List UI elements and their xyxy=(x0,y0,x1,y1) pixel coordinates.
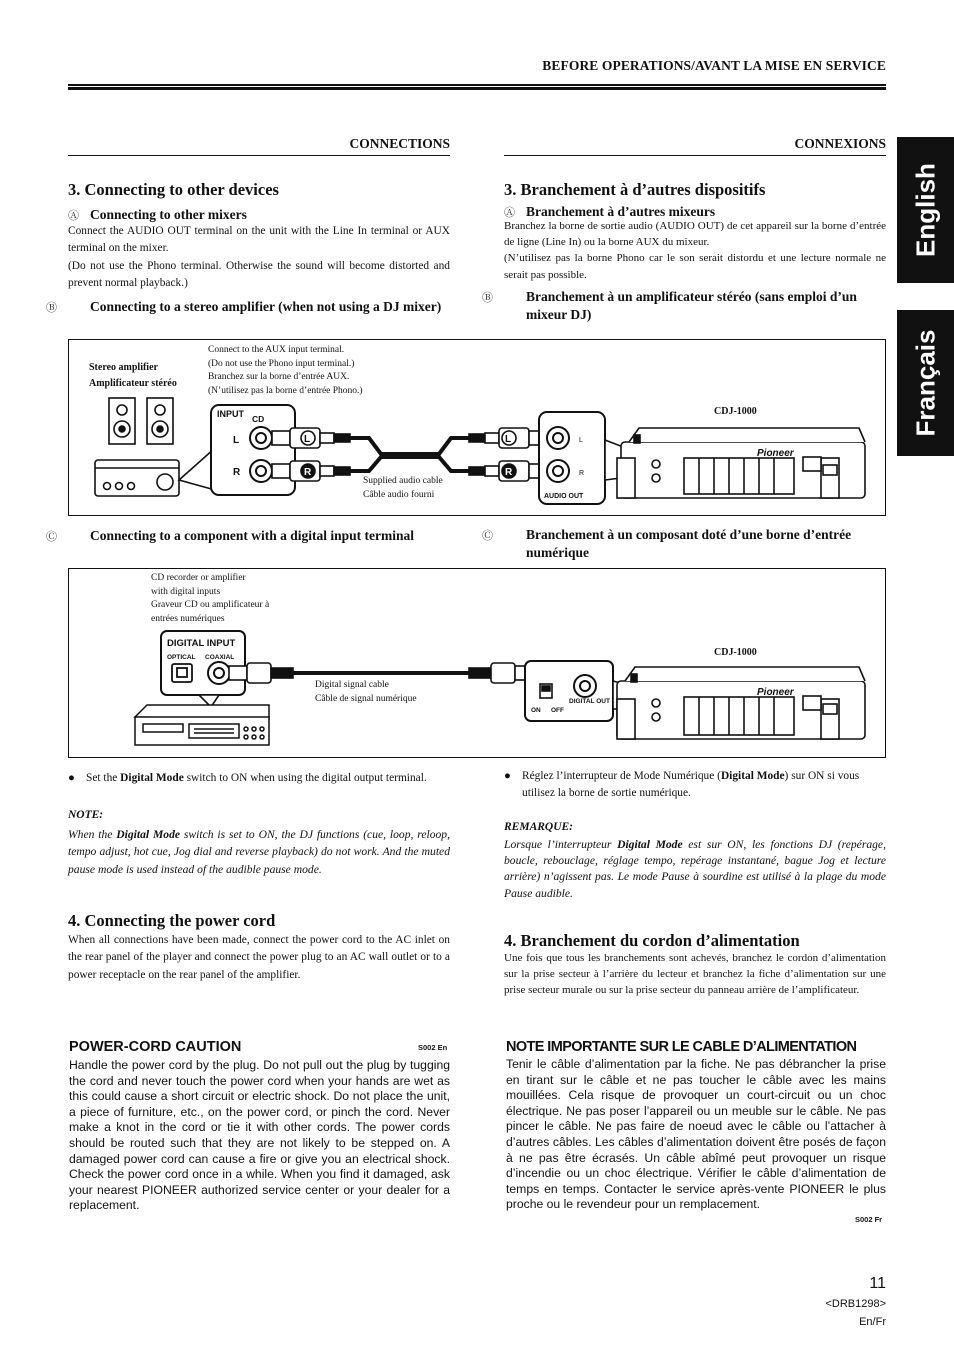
sub-c-heading-en: Ⓒ Connecting to a component with a digital input terminal xyxy=(46,528,415,543)
caution-code-fr: S002 Fr xyxy=(855,1215,883,1224)
digital-mode-switch-icon xyxy=(540,684,552,698)
output-jack-r-icon xyxy=(547,460,569,482)
svg-text:L: L xyxy=(304,434,311,445)
svg-text:R: R xyxy=(233,467,241,478)
sub-b-heading-fr: Ⓑ Branchement à un amplificateur stéréo (sans emploi d’un mixeur DJ) xyxy=(482,289,857,322)
caution-body-en: Handle the power cord by the plug. Do not pull out the plug by tugging the cord and never touch the power cord when your hands are wet as this could cause a short circuit or electric shock. Do not place the unit, a piece of furniture, etc., on the power cord, or pinch the cord. Never make a knot in the cord or tie it with other cords. The power cords should be routed such that they are not likely to be stepped on. A damaged power cord can cause a fire or give you an electrical shock. Check the power cord once in a while. When you find it damaged, ask your nearest PIONEER authorized service center or your dealer for a replacement. xyxy=(69,1058,450,1213)
coax-plug-right-icon xyxy=(469,663,529,683)
diagram-digital-input xyxy=(68,568,886,758)
output-jack-l-icon xyxy=(547,427,569,449)
sub-a-heading-en: Ⓐ Connecting to other mixers xyxy=(68,207,247,222)
svg-text:CD: CD xyxy=(252,414,265,424)
column-rule-right xyxy=(504,155,886,156)
section-4-body-fr: Une fois que tous les branchements sont achevés, branchez le cordon d’alimentation sur la prise secteur à l’arrière du lecteur et branchez la fiche d’alimentation sur une prise secteur murale ou sur la prise secteur du panneau arrière de l’amplificateur. xyxy=(504,952,886,997)
rca-plug-l-left-icon xyxy=(272,428,350,448)
section-3-title-fr: 3. Branchement à d’autres dispositifs xyxy=(504,180,766,199)
header-rule xyxy=(68,84,886,90)
amplifier-icon xyxy=(95,460,179,496)
svg-text:ON: ON xyxy=(531,707,541,714)
bullet-digital-mode-en: ● Set the Digital Mode switch to ON when using the digital output terminal. xyxy=(68,772,427,784)
coax-plug-left-icon xyxy=(229,663,293,683)
svg-text:DIGITAL INPUT: DIGITAL INPUT xyxy=(167,638,236,649)
audio-cable xyxy=(350,438,469,471)
doc-code: <DRB1298> xyxy=(825,1298,886,1310)
caution-code-en: S002 En xyxy=(418,1043,448,1052)
column-rule-left xyxy=(68,155,450,156)
note-heading-fr: REMARQUE: xyxy=(504,821,574,833)
column-heading-left: CONNECTIONS xyxy=(349,136,450,151)
svg-text:AUDIO OUT: AUDIO OUT xyxy=(544,493,584,500)
sub-c-heading-fr: Ⓒ Branchement à un composant doté d’une borne d’entrée numérique xyxy=(482,527,852,560)
note-heading-en: NOTE: xyxy=(68,809,104,821)
digital-out-jack-icon xyxy=(574,675,596,697)
svg-text:INPUT: INPUT xyxy=(217,409,244,419)
column-heading-right: CONNEXIONS xyxy=(794,136,886,151)
bullet-digital-mode-fr: ● Réglez l’interrupteur de Mode Numérique (Digital Mode) sur ON si vous utilisez la borne de sortie numérique. xyxy=(504,770,860,800)
coaxial-jack-icon xyxy=(208,662,230,684)
note-body-fr: Lorsque l’interrupteur Digital Mode est sur ON, les fonctions DJ (repérage, boucle, rebouclage, réglage tempo, repérage instantané, bague Jog et lecture arrière) n’agissent pas. Le mode Pause à sourdine est utilisé à la plage du mode Pause audible. xyxy=(504,838,886,900)
svg-text:R: R xyxy=(505,467,513,478)
tab-english[interactable]: English xyxy=(897,137,954,283)
svg-text:R: R xyxy=(579,470,585,477)
page-number: 11 xyxy=(869,1275,886,1292)
cdj-label-2: CDJ-1000 xyxy=(714,647,757,658)
audio-out-panel xyxy=(539,412,605,504)
svg-text:L: L xyxy=(505,434,512,445)
note-body-en: When the Digital Mode switch is set to ON, the DJ functions (cue, loop, reloop, tempo adjust, hot cue, Jog dial and reverse playback) do not work. And the muted pause mode is used instead of the audible pause mode. xyxy=(68,828,451,876)
pioneer-logo-1: Pioneer xyxy=(757,448,794,459)
tab-francais[interactable]: Français xyxy=(897,310,954,456)
section-4-title-fr: 4. Branchement du cordon d’alimentation xyxy=(504,931,800,950)
section-3-title-en: 3. Connecting to other devices xyxy=(68,180,279,199)
amp-label: Stereo amplifier Amplificateur stéréo xyxy=(89,362,177,389)
input-jack-l-icon xyxy=(250,427,272,449)
optical-jack-icon xyxy=(172,664,192,682)
svg-text:R: R xyxy=(304,467,312,478)
pioneer-logo-2: Pioneer xyxy=(757,687,794,698)
caution-body-fr: Tenir le câble d’alimentation par la fiche. Ne pas débrancher la prise en tirant sur le câble et ne pas toucher le câble avec les mains mouillées. Cela risque de provoquer un court-circuit ou un choc électrique. Ne pas poser l’appareil ou un meuble sur le câble. Ne pas pincer le câble. Ne pas faire de noeud avec le câble ou l’attacher à d’autres câbles. Les câbles d’alimentation doivent être posés de façon à ne pas être écrasés. Un câble abîmé peut provoquer un risque d’incendie ou un choc électrique. Vérifier le câble d’alimentation de temps en temps. Contacter le service après-vente PIONEER le plus proche ou le revendeur pour un remplacement. xyxy=(506,1057,886,1212)
audio-cable-label: Supplied audio cable Câble audio fourni xyxy=(363,476,443,500)
sub-b-heading-en: Ⓑ Connecting to a stereo amplifier (when not using a DJ mixer) xyxy=(46,299,442,314)
input-jack-r-icon xyxy=(250,460,272,482)
diagram-stereo-amplifier xyxy=(68,339,886,516)
aux-note: Connect to the AUX input terminal. (Do not use the Phono input terminal.) Branchez sur la borne d’entrée AUX. (N’utilisez pas la borne d’entrée Phono.) xyxy=(208,345,363,396)
cdj-1000-icon-2 xyxy=(617,667,865,739)
sub-a-body-en: Connect the AUDIO OUT terminal on the unit with the Line In terminal or AUX terminal on the mixer. (Do not use the Phono terminal. Otherwise the sound will become distorted and prevent normal playback.) xyxy=(68,225,450,290)
speaker-left-icon xyxy=(109,398,135,444)
section-4-title-en: 4. Connecting the power cord xyxy=(68,911,276,930)
connection-illustration-1 xyxy=(69,340,885,515)
connection-illustration-2 xyxy=(69,569,885,757)
caution-title-fr: NOTE IMPORTANTE SUR LE CABLE D’ALIMENTATION xyxy=(506,1039,857,1055)
svg-text:DIGITAL OUT: DIGITAL OUT xyxy=(569,698,610,705)
section-4-body-en: When all connections have been made, connect the power cord to the AC inlet on the rear panel of the player and connect the power plug to an AC wall outlet or to a power receptacle on the rear panel of the amplifier. xyxy=(68,934,450,981)
svg-text:COAXIAL: COAXIAL xyxy=(205,654,235,661)
speaker-right-icon xyxy=(147,398,173,444)
svg-text:L: L xyxy=(579,437,583,444)
sub-a-body-fr: Branchez la borne de sortie audio (AUDIO OUT) de cet appareil sur la borne d’entrée de ligne (Line In) ou la borne AUX du mixeur. (N’utilisez pas la borne Phono car le son serait distordu et une lecture normale ne serait pas possible. xyxy=(504,220,886,281)
svg-text:OPTICAL: OPTICAL xyxy=(167,654,196,661)
svg-text:OFF: OFF xyxy=(551,707,564,714)
lang-code: En/Fr xyxy=(859,1316,886,1328)
cd-recorder-icon xyxy=(135,705,269,745)
svg-text:L: L xyxy=(233,435,240,446)
running-header: BEFORE OPERATIONS/AVANT LA MISE EN SERVICE xyxy=(542,58,886,73)
cdj-label-1: CDJ-1000 xyxy=(714,406,757,417)
cdj-1000-icon xyxy=(617,428,865,498)
caution-title-en: POWER-CORD CAUTION xyxy=(69,1039,242,1055)
recorder-label: CD recorder or amplifier with digital inputs Graveur CD ou amplificateur à entrées numériques xyxy=(151,573,270,624)
digital-cable-label: Digital signal cable Câble de signal numérique xyxy=(315,680,417,704)
sub-a-heading-fr: Ⓐ Branchement à d’autres mixeurs xyxy=(504,204,716,219)
